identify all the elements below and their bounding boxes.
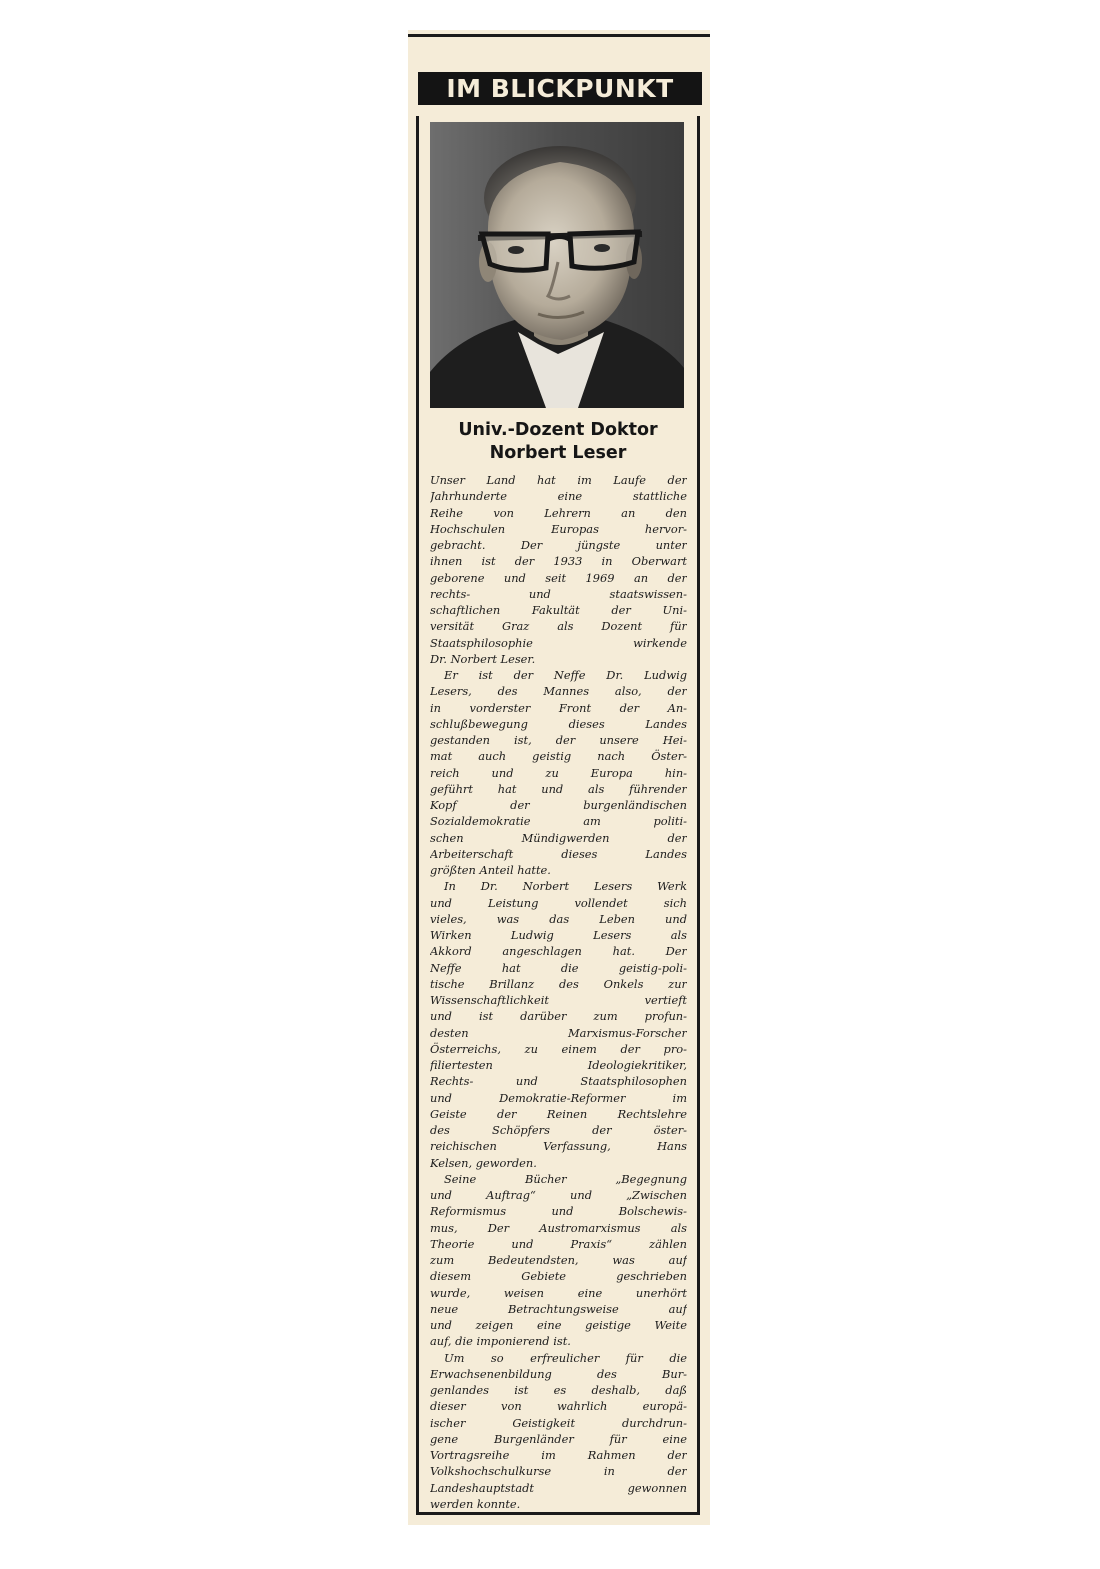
body-line: Theorie und Praxis“ zählen bbox=[430, 1236, 687, 1251]
body-line: Unser Land hat im Laufe der bbox=[430, 473, 687, 487]
body-line: Neffe hat die geistig-poli- bbox=[430, 960, 687, 975]
body-line: reich und zu Europa hin- bbox=[430, 765, 687, 780]
body-line: schlußbewegung dieses Landes bbox=[430, 716, 687, 731]
body-line: Lesers, des Mannes also, der bbox=[430, 684, 687, 699]
body-line: Dr. Norbert Leser. bbox=[430, 651, 536, 666]
body-line: genlandes ist es deshalb, daß bbox=[430, 1383, 687, 1397]
body-line: In Dr. Norbert Lesers Werk bbox=[444, 879, 687, 894]
portrait-photo bbox=[430, 122, 684, 408]
body-line: und Demokratie-Reformer im bbox=[430, 1090, 687, 1105]
body-line: Kelsen, geworden. bbox=[430, 1155, 537, 1170]
newspaper-clipping bbox=[408, 30, 710, 1525]
section-kicker: IM BLICKPUNKT bbox=[418, 72, 702, 105]
body-line: Um so erfreulicher für die bbox=[444, 1350, 687, 1365]
body-line: schaftlichen Fakultät der Uni- bbox=[430, 603, 687, 617]
body-line: mus, Der Austromarxismus als bbox=[430, 1220, 687, 1235]
body-line: Akkord angeschlagen hat. Der bbox=[430, 944, 687, 959]
body-line: geführt hat und als führender bbox=[430, 781, 687, 796]
body-line: geborene und seit 1969 an der bbox=[430, 570, 687, 585]
body-line: und zeigen eine geistige Weite bbox=[430, 1318, 687, 1332]
headline-line: Norbert Leser bbox=[489, 443, 627, 463]
article-headline bbox=[422, 419, 694, 465]
body-line: Landeshauptstadt gewonnen bbox=[430, 1480, 687, 1495]
body-line: Seine Bücher „Begegnung bbox=[444, 1171, 687, 1186]
body-line: in vorderster Front der An- bbox=[430, 700, 687, 715]
body-line: versität Graz als Dozent für bbox=[430, 619, 687, 634]
body-line: desten Marxismus-Forscher bbox=[430, 1025, 687, 1040]
body-line: Geiste der Reinen Rechtslehre bbox=[430, 1106, 687, 1121]
body-line: gebracht. Der jüngste unter bbox=[430, 538, 687, 552]
body-line: Volkshochschulkurse in der bbox=[430, 1464, 687, 1479]
body-line: Sozialdemokratie am politi- bbox=[430, 814, 687, 829]
body-line: Vortragsreihe im Rahmen der bbox=[430, 1448, 687, 1462]
top-rule bbox=[408, 34, 710, 37]
body-line: des Schöpfers der öster- bbox=[430, 1123, 687, 1137]
body-line: Rechts- und Staatsphilosophen bbox=[430, 1074, 687, 1089]
body-line: neue Betrachtungsweise auf bbox=[430, 1301, 687, 1316]
body-line: reichischen Verfassung, Hans bbox=[430, 1139, 687, 1154]
body-line: gestanden ist, der unsere Hei- bbox=[430, 733, 687, 747]
body-line: Reformismus und Bolschewis- bbox=[430, 1204, 687, 1219]
body-line: zum Bedeutendsten, was auf bbox=[430, 1253, 687, 1267]
body-line: Wirken Ludwig Lesers als bbox=[430, 928, 687, 942]
body-line: Reihe von Lehrern an den bbox=[430, 505, 687, 520]
body-line: ihnen ist der 1933 in Oberwart bbox=[430, 554, 687, 569]
body-line: Österreichs, zu einem der pro- bbox=[430, 1041, 687, 1056]
body-line: Hochschulen Europas hervor- bbox=[430, 521, 687, 536]
body-line: dieser von wahrlich europä- bbox=[430, 1399, 687, 1414]
body-line: wurde, weisen eine unerhört bbox=[430, 1285, 687, 1300]
body-line: und Leistung vollendet sich bbox=[430, 895, 687, 910]
body-line: Staatsphilosophie wirkende bbox=[430, 635, 687, 650]
article-body bbox=[430, 472, 687, 1512]
body-line: filiertesten Ideologiekritiker, bbox=[430, 1058, 687, 1072]
body-line: schen Mündigwerden der bbox=[430, 830, 687, 845]
body-line: gene Burgenländer für eine bbox=[430, 1431, 687, 1446]
body-line: ischer Geistigkeit durchdrun- bbox=[430, 1415, 687, 1430]
body-line: vieles, was das Leben und bbox=[430, 911, 687, 926]
body-line: tische Brillanz des Onkels zur bbox=[430, 976, 687, 991]
body-line: rechts- und staatswissen- bbox=[430, 586, 687, 601]
body-line: Jahrhunderte eine stattliche bbox=[430, 489, 687, 504]
body-line: diesem Gebiete geschrieben bbox=[430, 1269, 687, 1284]
body-line: mat auch geistig nach Öster- bbox=[430, 749, 687, 764]
body-line: Wissenschaftlichkeit vertieft bbox=[430, 993, 687, 1007]
headline-line: Univ.-Dozent Doktor bbox=[458, 420, 658, 440]
body-line: Er ist der Neffe Dr. Ludwig bbox=[444, 668, 687, 682]
body-line: und Auftrag“ und „Zwischen bbox=[430, 1188, 687, 1202]
body-line: Arbeiterschaft dieses Landes bbox=[430, 846, 687, 861]
body-line: größten Anteil hatte. bbox=[430, 863, 551, 877]
body-line: Kopf der burgenländischen bbox=[430, 798, 687, 812]
body-line: auf, die imponierend ist. bbox=[430, 1334, 571, 1349]
body-line: Erwachsenenbildung des Bur- bbox=[430, 1366, 687, 1381]
body-line: werden konnte. bbox=[430, 1496, 521, 1511]
body-line: und ist darüber zum profun- bbox=[430, 1009, 687, 1024]
